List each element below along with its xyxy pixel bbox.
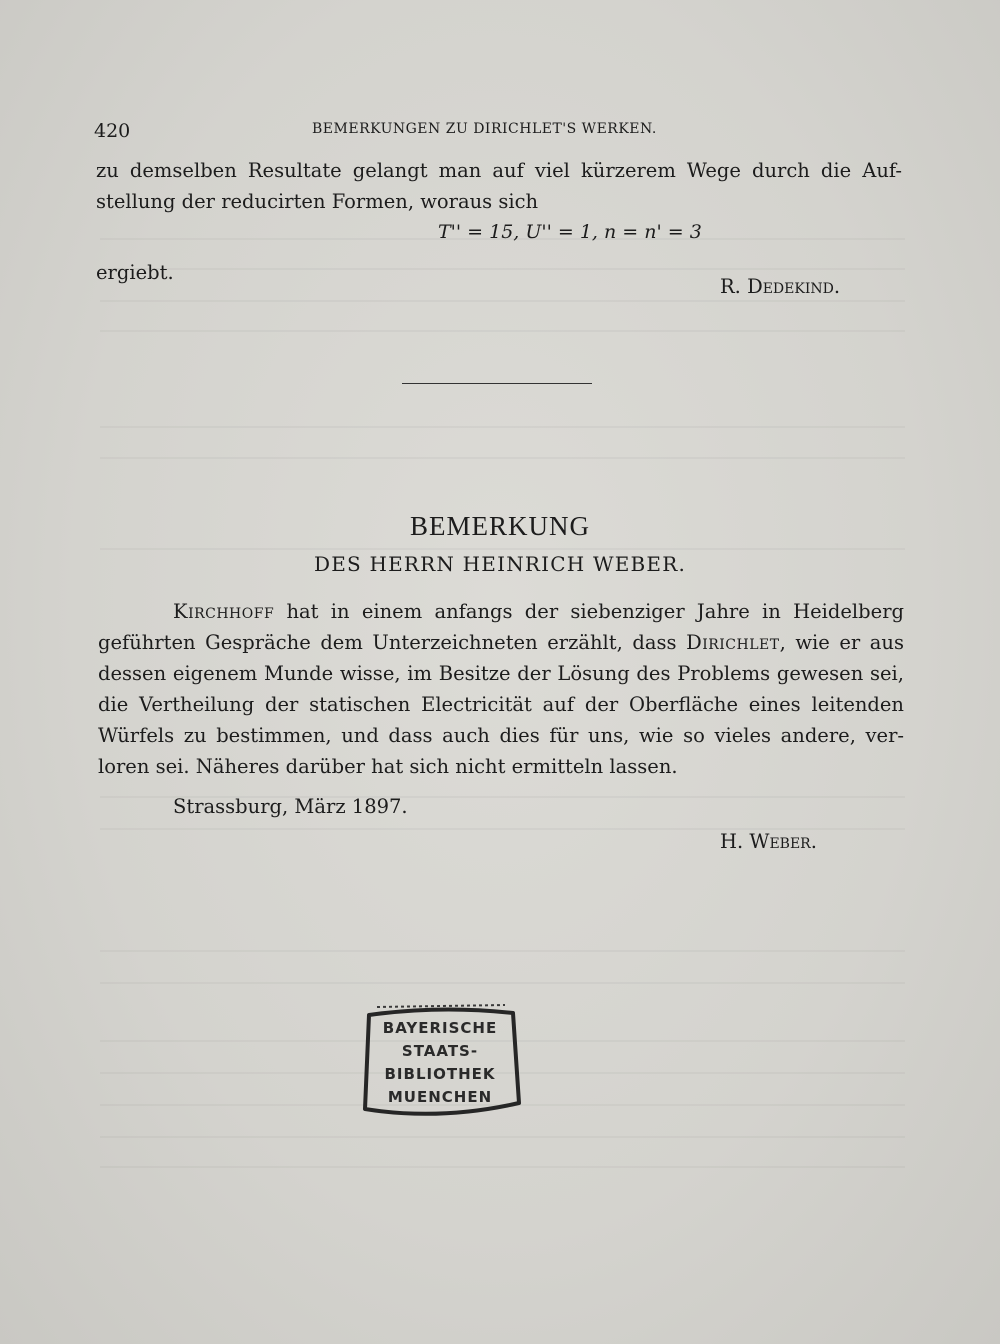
section-title: BEMERKUNG bbox=[409, 511, 590, 541]
page-number: 420 bbox=[94, 120, 131, 142]
text-segment: , wie er aus bbox=[779, 631, 904, 654]
stamp-line: STAATS- bbox=[401, 1042, 479, 1060]
stamp-line: MUENCHEN bbox=[387, 1088, 493, 1106]
text-line: zu demselben Resultate gelangt man auf viel kürzerem Wege durch die Auf- bbox=[96, 159, 902, 182]
text-line: die Vertheilung der statischen Electricität auf der Oberfläche eines leitenden bbox=[98, 693, 904, 716]
name-kirchhoff: Kirchhoff bbox=[173, 600, 275, 623]
section-subtitle: DES HERRN HEINRICH WEBER. bbox=[313, 552, 687, 576]
section-divider bbox=[402, 383, 592, 384]
stamp-line: BAYERISCHE bbox=[382, 1019, 498, 1037]
formula: T'' = 15, U'' = 1, n = n' = 3 bbox=[438, 221, 702, 243]
text-line bbox=[98, 627, 904, 658]
text-line: loren sei. Näheres darüber hat sich nicht ermitteln lassen. bbox=[98, 755, 678, 778]
text-line bbox=[98, 596, 904, 627]
text-line: ergiebt. bbox=[96, 261, 174, 284]
text-segment: geführten Gespräche dem Unterzeichneten erzählt, dass bbox=[98, 631, 687, 654]
signature-weber: H. Weber. bbox=[720, 830, 817, 853]
text-segment: hat in einem anfangs der siebenziger Jahre in Heidelberg bbox=[274, 600, 904, 623]
signature-dedekind: R. Dedekind. bbox=[720, 275, 841, 298]
place-date: Strassburg, März 1897. bbox=[173, 795, 408, 818]
weber-paragraph bbox=[98, 596, 904, 782]
text-line: dessen eigenem Munde wisse, im Besitze der Lösung des Problems gewesen sei, bbox=[98, 662, 904, 685]
running-title: BEMERKUNGEN ZU DIRICHLET'S WERKEN. bbox=[312, 121, 657, 137]
name-dirichlet: Dirichlet bbox=[686, 631, 780, 654]
dedekind-paragraph bbox=[96, 155, 902, 217]
library-stamp bbox=[355, 1003, 525, 1121]
stamp-line: BIBLIOTHEK bbox=[384, 1065, 496, 1083]
text-line: Würfels zu bestimmen, und dass auch dies für uns, wie so vieles andere, ver- bbox=[98, 724, 904, 747]
text-line: stellung der reducirten Formen, woraus sich bbox=[96, 190, 539, 213]
